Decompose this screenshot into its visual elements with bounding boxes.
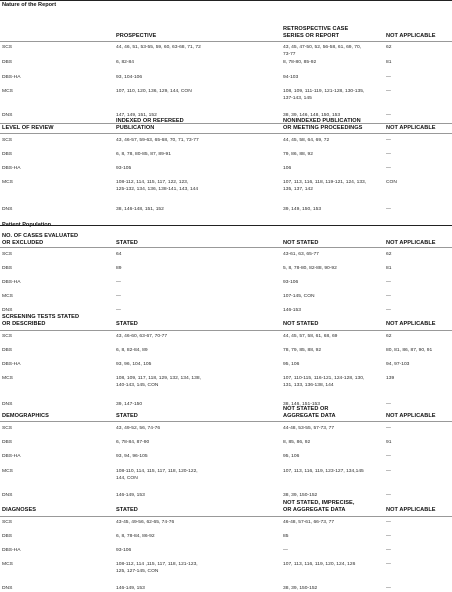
table-cell: 85	[283, 534, 289, 539]
header-rule	[0, 41, 452, 42]
table-cell: 108-112, 114, 115, 117, 122, 123,	[116, 180, 189, 185]
column-header: LEVEL OF REVIEW	[2, 125, 54, 131]
row-label: DNS	[2, 402, 13, 407]
table-cell: 6, 78-84, 87-90	[116, 440, 150, 445]
table-cell: 38, 146, 151-153	[283, 402, 320, 407]
table-cell: 44-48, 53-55, 57-73, 77	[283, 426, 335, 431]
row-label: DNS	[2, 586, 13, 591]
table-cell: 137-143, 145	[283, 96, 312, 102]
row-label: DBS-HA	[2, 454, 21, 459]
column-header: STATED	[116, 413, 138, 419]
table-cell: 44, 45, 57, 58, 61, 68, 69	[283, 334, 338, 339]
table-cell: —	[386, 280, 391, 285]
section-divider	[0, 123, 452, 124]
row-label: DBS	[2, 60, 13, 65]
table-cell: 8, 78-80, 85-92	[283, 60, 317, 65]
row-label: MCS	[2, 180, 13, 185]
table-cell: 108, 109, 117, 118, 129, 132, 134, 138,	[116, 376, 201, 381]
table-cell: 107-145, CON	[283, 294, 315, 299]
row-label: DNS	[2, 113, 13, 118]
table-cell: 43, 49-52, 56, 74-76	[116, 426, 161, 431]
table-cell: 43, 46-60, 63-67, 70-77	[116, 334, 168, 339]
table-cell: —	[386, 75, 391, 80]
table-cell: 108, 109, 111-119, 121-128, 130-135,	[283, 89, 365, 94]
row-label: DBS-HA	[2, 548, 21, 553]
table-cell: 46-48, 57-61, 66-73, 77	[283, 520, 335, 525]
table-cell: 6, 82-84	[116, 60, 134, 65]
table-cell: —	[386, 138, 391, 143]
table-cell: 107, 113, 116, 118, 119-121, 124, 133,	[283, 180, 367, 185]
row-label: DBS	[2, 534, 13, 539]
row-label: DBS	[2, 348, 13, 353]
table-cell: 43-45, 49-56, 62-65, 74-76	[116, 520, 175, 525]
table-cell: 62	[386, 252, 392, 257]
table-cell: 43, 45, 47-50, 52, 56-58, 61, 69, 70,	[283, 45, 362, 50]
column-header: OR DESCRIBED	[2, 321, 46, 327]
table-cell: 131, 133, 136-138, 144	[283, 383, 334, 389]
table-cell: 64	[116, 252, 122, 257]
table-cell: 135, 137, 142	[283, 187, 313, 193]
column-header: NONINDEXED PUBLICATION	[283, 118, 361, 124]
column-header: STATED	[116, 507, 138, 513]
column-header: AGGREGATE DATA	[283, 413, 336, 419]
table-cell: 108-110, 114, 115, 117, 118, 120-122,	[116, 469, 198, 474]
table-cell: 108-112, 114 ,115, 117, 118, 121-123,	[116, 562, 198, 567]
row-label: DNS	[2, 493, 13, 498]
column-header: NOT APPLICABLE	[386, 321, 436, 327]
table-cell: —	[386, 89, 391, 94]
table-cell: 89	[116, 266, 122, 271]
part-divider	[0, 0, 452, 1]
column-header: SERIES OR REPORT	[283, 32, 340, 39]
row-label: MCS	[2, 89, 13, 94]
row-label: SCS	[2, 138, 13, 143]
table-cell: 80, 81, 86, 87, 90, 91	[386, 348, 433, 353]
row-label: MCS	[2, 376, 13, 381]
table-cell: 38, 39, 146, 148, 150, 153	[283, 113, 341, 118]
column-header: OR EXCLUDED	[2, 239, 44, 246]
table-cell: 38, 146-148, 151, 152	[116, 207, 164, 212]
column-header: DEMOGRAPHICS	[2, 413, 49, 419]
row-label: DBS	[2, 266, 13, 271]
table-cell: 94-103	[283, 75, 299, 80]
table-cell: —	[386, 426, 391, 431]
part-divider	[0, 225, 452, 226]
column-header: OR MEETING PROCEEDINGS	[283, 125, 363, 131]
table-cell: 6, 8, 82-84, 89	[116, 348, 148, 353]
table-cell: —	[386, 493, 391, 498]
table-cell: 43, 46-57, 59-63, 65-68, 70, 71, 73-77	[116, 138, 199, 143]
row-label: MCS	[2, 469, 13, 474]
header-rule	[0, 421, 452, 422]
row-label: DBS-HA	[2, 166, 21, 171]
table-cell: 44, 45, 58, 64, 69, 72	[283, 138, 330, 143]
row-label: DBS-HA	[2, 75, 21, 80]
column-header: NOT STATED	[283, 321, 319, 327]
table-cell: 81	[386, 60, 392, 65]
table-cell: 39, 147-150	[116, 402, 143, 407]
column-header: SCREENING TESTS STATED	[2, 314, 80, 320]
row-label: SCS	[2, 520, 13, 525]
table-cell: 95, 106	[283, 362, 300, 367]
table-cell: 38, 39, 150-152	[283, 493, 318, 498]
column-header: NOT APPLICABLE	[386, 239, 436, 246]
part-title: Patient Population	[2, 222, 52, 228]
column-header: NOT STATED OR	[283, 406, 329, 412]
row-label: MCS	[2, 562, 13, 567]
table-cell: —	[386, 207, 391, 212]
row-label: DNS	[2, 308, 13, 313]
table-cell: 73-77	[283, 52, 296, 58]
table-cell: 146-153	[283, 308, 301, 313]
table-cell: —	[386, 586, 391, 591]
column-header: RETROSPECTIVE CASE	[283, 25, 349, 32]
table-cell: —	[386, 534, 391, 539]
row-label: DBS-HA	[2, 280, 21, 285]
column-header: NOT APPLICABLE	[386, 125, 436, 131]
table-cell: —	[386, 152, 391, 157]
table-cell: 140-143, 145, CON	[116, 383, 159, 389]
table-cell: 94, 97-103	[386, 362, 410, 367]
table-cell: 107, 110-115, 116-121, 124-128, 130,	[283, 376, 365, 381]
table-cell: 79, 86, 88, 92	[283, 152, 313, 157]
row-label: SCS	[2, 426, 13, 431]
table-cell: —	[386, 166, 391, 171]
table-cell: 93-106	[283, 280, 299, 285]
table-cell: —	[116, 280, 121, 285]
table-cell: 147, 149, 151, 152	[116, 113, 157, 118]
table-cell: 39, 149, 150, 153	[283, 207, 322, 212]
row-label: MCS	[2, 294, 13, 299]
table-cell: 8, 85, 86, 92	[283, 440, 311, 445]
table-cell: 6, 8, 78, 80-85, 87, 89-91	[116, 152, 171, 157]
table-cell: 93, 96, 104, 105	[116, 362, 152, 367]
table-cell: 93, 104-106	[116, 75, 143, 80]
table-cell: 125-132, 134, 136, 138-141, 143, 144	[116, 187, 199, 193]
table-cell: 44, 46, 51, 53-55, 59, 60, 63-68, 71, 72	[116, 45, 201, 50]
table-cell: —	[116, 308, 121, 313]
row-label: SCS	[2, 45, 13, 50]
table-cell: —	[386, 469, 391, 474]
table-cell: —	[386, 294, 391, 299]
table-cell: 146-149, 153	[116, 493, 145, 498]
table-cell: 78, 79, 85, 88, 92	[283, 348, 322, 353]
table-cell: 81	[386, 266, 392, 271]
row-label: DNS	[2, 207, 13, 212]
table-cell: CON	[386, 180, 397, 185]
column-header: DIAGNOSES	[2, 507, 37, 513]
table-cell: 106	[283, 166, 292, 171]
table-cell: 93-106	[116, 548, 132, 553]
column-header: NO. OF CASES EVALUATED	[2, 232, 79, 239]
table-cell: 91	[386, 440, 392, 445]
part-title: Nature of the Report	[2, 1, 57, 8]
table-cell: 125, 127-145, CON	[116, 569, 159, 575]
column-header: NOT APPLICABLE	[386, 32, 436, 39]
table-cell: 62	[386, 45, 392, 50]
table-cell: 139	[386, 376, 395, 381]
table-cell: —	[386, 520, 391, 525]
row-label: SCS	[2, 252, 13, 257]
column-header: INDEXED OR REFEREED	[116, 118, 184, 124]
column-header: STATED	[116, 321, 138, 327]
table-cell: —	[386, 308, 391, 313]
row-label: DBS	[2, 152, 13, 157]
table-cell: 144, CON	[116, 476, 138, 482]
column-header: NOT STATED, IMPRECISE,	[283, 500, 355, 506]
row-label: DBS-HA	[2, 362, 21, 367]
header-rule	[0, 133, 452, 134]
column-header: PUBLICATION	[116, 125, 155, 131]
column-header: OR AGGREGATE DATA	[283, 507, 346, 513]
table-cell: —	[283, 548, 288, 553]
header-rule	[0, 516, 452, 517]
table-cell: 95, 106	[283, 454, 300, 459]
table-cell: 107, 110, 120, 136, 129, 144, CON	[116, 89, 192, 94]
column-header: PROSPECTIVE	[116, 32, 157, 39]
table-cell: —	[386, 402, 391, 407]
column-header: NOT STATED	[283, 239, 319, 246]
column-header: NOT APPLICABLE	[386, 507, 436, 513]
header-rule	[0, 330, 452, 331]
row-label: SCS	[2, 334, 13, 339]
table-cell: 107, 113, 116, 119, 123-127, 134,145	[283, 469, 364, 474]
column-header: STATED	[116, 239, 138, 246]
table-cell: 43-61, 63, 65-77	[283, 252, 319, 257]
table-cell: —	[386, 113, 391, 118]
table-cell: —	[386, 562, 391, 567]
column-header: NOT APPLICABLE	[386, 413, 436, 419]
table-cell: 146-149, 153	[116, 586, 145, 591]
table-cell: 107, 113, 116, 119, 120, 124, 126	[283, 562, 356, 567]
table-cell: 38, 39, 150-152	[283, 586, 318, 591]
table-cell: 93-105	[116, 166, 132, 171]
table-cell: 93, 94, 96-105	[116, 454, 148, 459]
header-rule	[0, 247, 452, 248]
table-cell: —	[116, 294, 121, 299]
table-cell: 62	[386, 334, 392, 339]
table-cell: 5, 8, 78-80, 82-88, 90-92	[283, 266, 337, 271]
table-cell: —	[386, 548, 391, 553]
table-cell: 6, 8, 78-84, 86-92	[116, 534, 155, 539]
row-label: DBS	[2, 440, 13, 445]
table-cell: —	[386, 454, 391, 459]
